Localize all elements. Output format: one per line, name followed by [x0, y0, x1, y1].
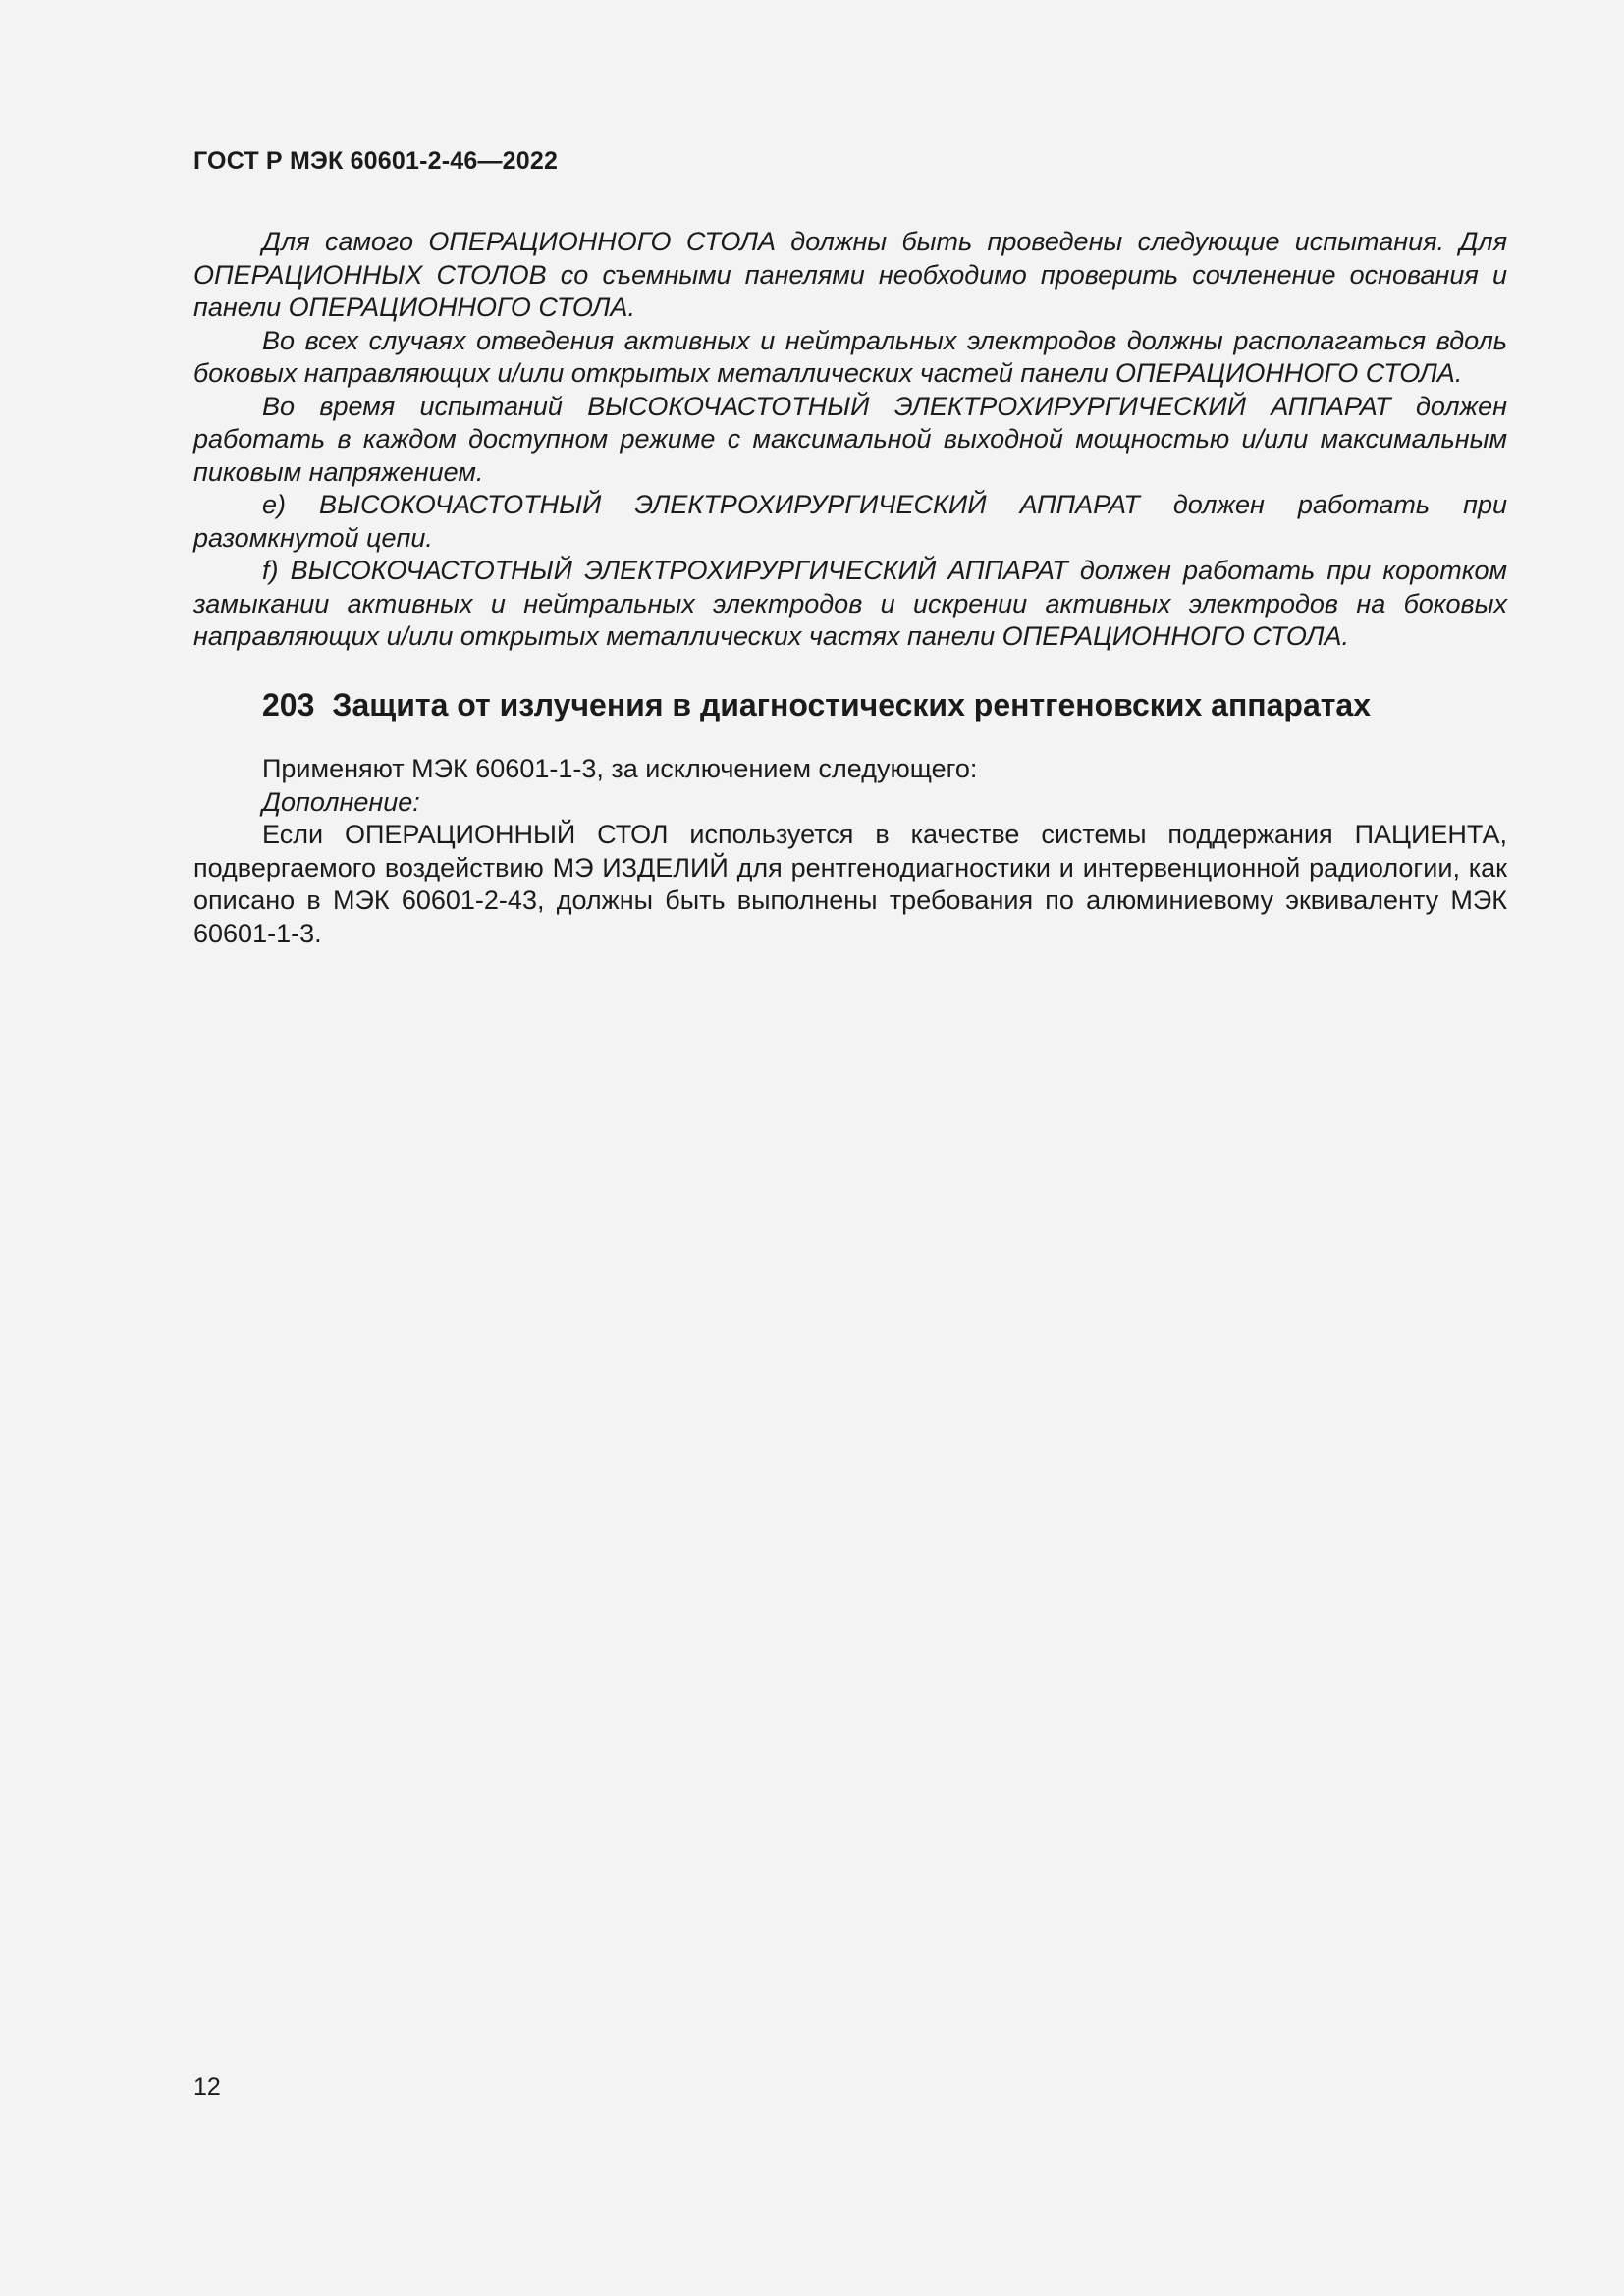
- list-item-f: f) ВЫСОКОЧАСТОТНЫЙ ЭЛЕКТРОХИРУРГИЧЕСКИЙ АППАРАТ должен работать при коротком замыкании активных и нейтральных электродов и искрении активных электродов на боковых направляющих и/или открытых металлических частях панели ОПЕРАЦИОННОГО СТОЛА.: [193, 556, 1507, 651]
- section-body-block: [193, 753, 1507, 950]
- addition-label: Дополнение:: [262, 786, 420, 817]
- document-header: ГОСТ Р МЭК 60601-2-46—2022: [193, 147, 559, 175]
- section-intro: Применяют МЭК 60601-1-3, за исключением следующего:: [262, 754, 978, 783]
- paragraph-test-modes: Во время испытаний ВЫСОКОЧАСТОТНЫЙ ЭЛЕКТРОХИРУРГИЧЕСКИЙ АППАРАТ должен работать в каждом доступном режиме с максимальной выходной мощностью и/или максимальным пиковым напряжением.: [193, 391, 1507, 487]
- italic-text-block: [193, 226, 1507, 654]
- section-heading: [262, 687, 1371, 723]
- paragraph-table-tests: Для самого ОПЕРАЦИОННОГО СТОЛА должны быть проведены следующие испытания. Для ОПЕРАЦИОННЫХ СТОЛОВ со съемными панелями необходимо проверить сочленение основания и панели ОПЕРАЦИОННОГО СТОЛА.: [193, 227, 1507, 322]
- paragraph-electrode-placement: Во всех случаях отведения активных и нейтральных электродов должны располагаться вдоль боковых направляющих и/или открытых металлических частей панели ОПЕРАЦИОННОГО СТОЛА.: [193, 325, 1507, 388]
- section-number: 203: [262, 687, 315, 722]
- page-number: 12: [193, 2073, 221, 2101]
- list-item-e: e) ВЫСОКОЧАСТОТНЫЙ ЭЛЕКТРОХИРУРГИЧЕСКИЙ АППАРАТ должен работать при разомкнутой цепи.: [193, 490, 1507, 553]
- section-title: Защита от излучения в диагностических рентгеновских аппаратах: [332, 687, 1372, 722]
- section-body-paragraph: Если ОПЕРАЦИОННЫЙ СТОЛ используется в качестве системы поддержания ПАЦИЕНТА, подвергаемого воздействию МЭ ИЗДЕЛИЙ для рентгенодиагностики и интервенционной радиологии, как описано в МЭК 60601-2-43, должны быть выполнены требования по алюминиевому эквиваленту МЭК 60601-1-3.: [193, 820, 1507, 948]
